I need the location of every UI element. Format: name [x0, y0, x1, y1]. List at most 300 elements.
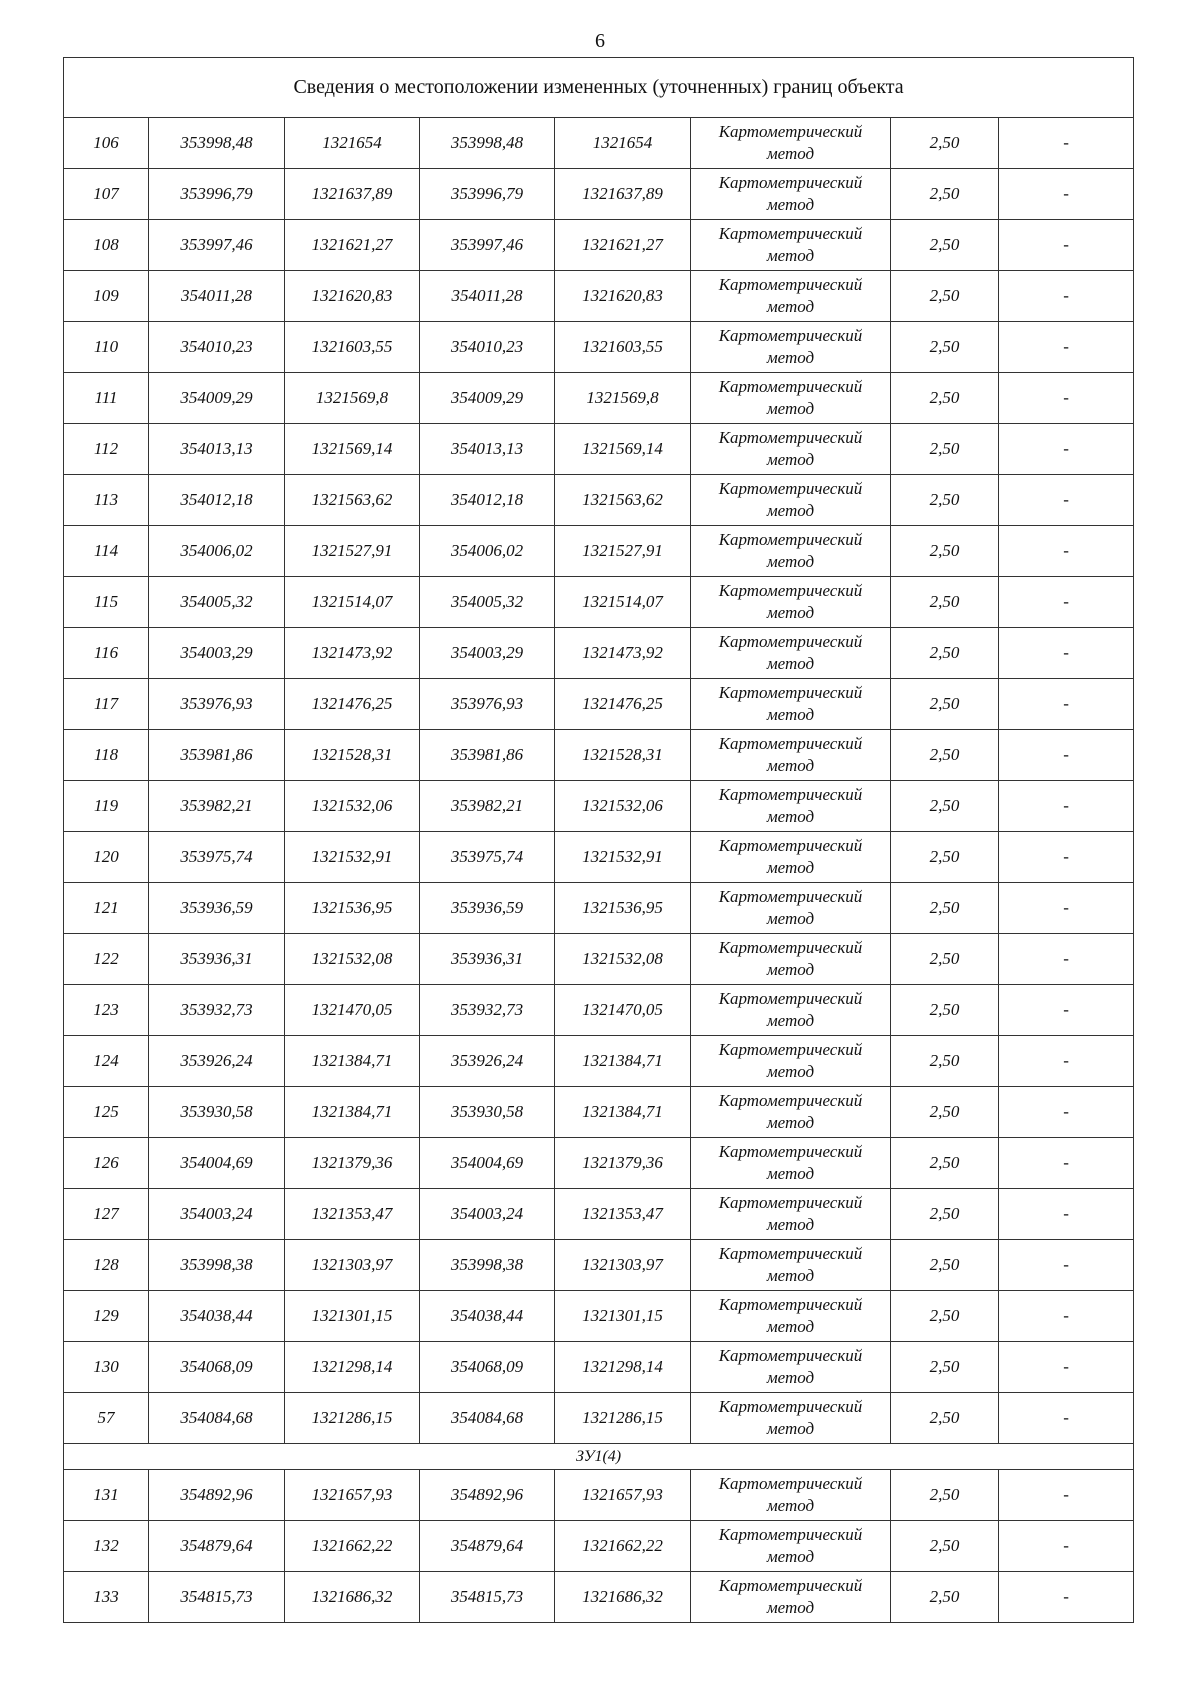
point-number-cell: 123: [64, 985, 149, 1036]
point-number-cell: 113: [64, 475, 149, 526]
table-row: [64, 1291, 1134, 1342]
method-line-2: метод: [766, 399, 815, 418]
refined-y-cell: 1321303,97: [555, 1240, 691, 1291]
method-line-2: метод: [766, 246, 815, 265]
refined-x-cell: 354006,02: [420, 526, 555, 577]
existing-x-cell: 353936,31: [149, 934, 285, 985]
existing-x-cell: 354011,28: [149, 271, 285, 322]
table-row: [64, 679, 1134, 730]
refined-x-cell: 354013,13: [420, 424, 555, 475]
existing-y-cell: 1321532,06: [285, 781, 420, 832]
existing-x-cell: 353982,21: [149, 781, 285, 832]
method-line-1: Картометрический: [718, 377, 863, 396]
note-cell: -: [999, 373, 1134, 424]
method-line-2: метод: [766, 348, 815, 367]
method-cell: [691, 1470, 891, 1521]
existing-x-cell: 354038,44: [149, 1291, 285, 1342]
refined-y-cell: 1321384,71: [555, 1036, 691, 1087]
method-line-1: Картометрический: [718, 1397, 863, 1416]
method-cell: [691, 1342, 891, 1393]
existing-y-cell: 1321384,71: [285, 1036, 420, 1087]
method-line-2: метод: [766, 603, 815, 622]
refined-y-cell: 1321621,27: [555, 220, 691, 271]
refined-y-cell: 1321569,14: [555, 424, 691, 475]
table-row: [64, 1240, 1134, 1291]
point-number-cell: 112: [64, 424, 149, 475]
existing-x-cell: 354815,73: [149, 1572, 285, 1623]
note-cell: -: [999, 169, 1134, 220]
refined-x-cell: 354815,73: [420, 1572, 555, 1623]
method-line-1: Картометрический: [718, 1142, 863, 1161]
method-line-2: метод: [766, 858, 815, 877]
existing-y-cell: 1321563,62: [285, 475, 420, 526]
method-line-1: Картометрический: [718, 173, 863, 192]
method-cell: [691, 1572, 891, 1623]
refined-x-cell: 353930,58: [420, 1087, 555, 1138]
accuracy-cell: 2,50: [891, 373, 999, 424]
note-cell: -: [999, 679, 1134, 730]
method-line-2: метод: [766, 1062, 815, 1081]
accuracy-cell: 2,50: [891, 475, 999, 526]
accuracy-cell: 2,50: [891, 730, 999, 781]
accuracy-cell: 2,50: [891, 1087, 999, 1138]
accuracy-cell: 2,50: [891, 220, 999, 271]
point-number-cell: 129: [64, 1291, 149, 1342]
existing-y-cell: 1321621,27: [285, 220, 420, 271]
method-cell: [691, 373, 891, 424]
accuracy-cell: 2,50: [891, 424, 999, 475]
point-number-cell: 110: [64, 322, 149, 373]
note-cell: -: [999, 526, 1134, 577]
existing-y-cell: 1321662,22: [285, 1521, 420, 1572]
table-row: [64, 883, 1134, 934]
existing-x-cell: 354892,96: [149, 1470, 285, 1521]
accuracy-cell: 2,50: [891, 883, 999, 934]
method-cell: [691, 1291, 891, 1342]
point-number-cell: 119: [64, 781, 149, 832]
refined-y-cell: 1321657,93: [555, 1470, 691, 1521]
existing-y-cell: 1321603,55: [285, 322, 420, 373]
refined-x-cell: 353926,24: [420, 1036, 555, 1087]
accuracy-cell: 2,50: [891, 1138, 999, 1189]
method-line-1: Картометрический: [718, 632, 863, 651]
existing-x-cell: 353932,73: [149, 985, 285, 1036]
refined-y-cell: 1321298,14: [555, 1342, 691, 1393]
existing-y-cell: 1321637,89: [285, 169, 420, 220]
table-title-row: [64, 58, 1134, 118]
note-cell: -: [999, 1572, 1134, 1623]
method-line-1: Картометрический: [718, 1040, 863, 1059]
note-cell: -: [999, 1291, 1134, 1342]
note-cell: -: [999, 730, 1134, 781]
method-line-1: Картометрический: [718, 1193, 863, 1212]
existing-x-cell: 353975,74: [149, 832, 285, 883]
method-line-1: Картометрический: [718, 326, 863, 345]
refined-y-cell: 1321514,07: [555, 577, 691, 628]
point-number-cell: 115: [64, 577, 149, 628]
refined-x-cell: 353998,48: [420, 118, 555, 169]
accuracy-cell: 2,50: [891, 1342, 999, 1393]
refined-x-cell: 353982,21: [420, 781, 555, 832]
refined-x-cell: 353932,73: [420, 985, 555, 1036]
accuracy-cell: 2,50: [891, 1393, 999, 1444]
refined-x-cell: 354009,29: [420, 373, 555, 424]
table-row: [64, 1036, 1134, 1087]
method-line-2: метод: [766, 1164, 815, 1183]
method-line-1: Картометрический: [718, 1525, 863, 1544]
note-cell: -: [999, 322, 1134, 373]
refined-y-cell: 1321637,89: [555, 169, 691, 220]
point-number-cell: 125: [64, 1087, 149, 1138]
refined-y-cell: 1321301,15: [555, 1291, 691, 1342]
existing-y-cell: 1321532,08: [285, 934, 420, 985]
refined-x-cell: 353981,86: [420, 730, 555, 781]
refined-x-cell: 353936,59: [420, 883, 555, 934]
method-cell: [691, 1138, 891, 1189]
method-line-1: Картометрический: [718, 989, 863, 1008]
refined-y-cell: 1321528,31: [555, 730, 691, 781]
refined-x-cell: 354010,23: [420, 322, 555, 373]
method-line-2: метод: [766, 1011, 815, 1030]
existing-x-cell: 354084,68: [149, 1393, 285, 1444]
method-line-1: Картометрический: [718, 224, 863, 243]
method-line-1: Картометрический: [718, 122, 863, 141]
method-line-2: метод: [766, 1368, 815, 1387]
method-line-2: метод: [766, 195, 815, 214]
note-cell: -: [999, 628, 1134, 679]
existing-y-cell: 1321569,8: [285, 373, 420, 424]
table-row: [64, 1189, 1134, 1240]
existing-y-cell: 1321298,14: [285, 1342, 420, 1393]
table-row: [64, 118, 1134, 169]
table-row: [64, 526, 1134, 577]
note-cell: -: [999, 883, 1134, 934]
accuracy-cell: 2,50: [891, 679, 999, 730]
existing-x-cell: 353936,59: [149, 883, 285, 934]
note-cell: -: [999, 1087, 1134, 1138]
point-number-cell: 117: [64, 679, 149, 730]
point-number-cell: 106: [64, 118, 149, 169]
refined-y-cell: 1321532,06: [555, 781, 691, 832]
refined-y-cell: 1321532,91: [555, 832, 691, 883]
refined-x-cell: 354003,24: [420, 1189, 555, 1240]
table-row: [64, 271, 1134, 322]
method-cell: [691, 985, 891, 1036]
table-row: [64, 1342, 1134, 1393]
table-row: [64, 373, 1134, 424]
point-number-cell: 120: [64, 832, 149, 883]
accuracy-cell: 2,50: [891, 1240, 999, 1291]
table-row: [64, 1470, 1134, 1521]
method-line-1: Картометрический: [718, 530, 863, 549]
existing-y-cell: 1321536,95: [285, 883, 420, 934]
refined-y-cell: 1321476,25: [555, 679, 691, 730]
method-cell: [691, 628, 891, 679]
existing-y-cell: 1321657,93: [285, 1470, 420, 1521]
table-row: [64, 424, 1134, 475]
point-number-cell: 122: [64, 934, 149, 985]
method-line-1: Картометрический: [718, 1091, 863, 1110]
method-cell: [691, 730, 891, 781]
method-line-1: Картометрический: [718, 836, 863, 855]
refined-y-cell: 1321620,83: [555, 271, 691, 322]
refined-x-cell: 354879,64: [420, 1521, 555, 1572]
existing-x-cell: 354003,29: [149, 628, 285, 679]
table-row: [64, 1087, 1134, 1138]
existing-y-cell: 1321527,91: [285, 526, 420, 577]
refined-x-cell: 353997,46: [420, 220, 555, 271]
method-cell: [691, 169, 891, 220]
refined-x-cell: 353975,74: [420, 832, 555, 883]
table-row: [64, 169, 1134, 220]
refined-y-cell: 1321603,55: [555, 322, 691, 373]
existing-y-cell: 1321473,92: [285, 628, 420, 679]
method-line-2: метод: [766, 654, 815, 673]
refined-x-cell: 353996,79: [420, 169, 555, 220]
method-line-1: Картометрический: [718, 1346, 863, 1365]
existing-x-cell: 354005,32: [149, 577, 285, 628]
point-number-cell: 130: [64, 1342, 149, 1393]
boundary-coordinates-table: [63, 57, 1134, 1623]
accuracy-cell: 2,50: [891, 1521, 999, 1572]
point-number-cell: 131: [64, 1470, 149, 1521]
note-cell: -: [999, 832, 1134, 883]
accuracy-cell: 2,50: [891, 934, 999, 985]
note-cell: -: [999, 1036, 1134, 1087]
method-line-1: Картометрический: [718, 275, 863, 294]
note-cell: -: [999, 781, 1134, 832]
point-number-cell: 132: [64, 1521, 149, 1572]
point-number-cell: 109: [64, 271, 149, 322]
method-cell: [691, 1240, 891, 1291]
note-cell: -: [999, 1470, 1134, 1521]
existing-x-cell: 353976,93: [149, 679, 285, 730]
accuracy-cell: 2,50: [891, 577, 999, 628]
refined-x-cell: 353998,38: [420, 1240, 555, 1291]
method-line-2: метод: [766, 909, 815, 928]
accuracy-cell: 2,50: [891, 1036, 999, 1087]
note-cell: -: [999, 475, 1134, 526]
method-cell: [691, 679, 891, 730]
accuracy-cell: 2,50: [891, 322, 999, 373]
method-line-1: Картометрический: [718, 1576, 863, 1595]
point-number-cell: 128: [64, 1240, 149, 1291]
existing-y-cell: 1321528,31: [285, 730, 420, 781]
section-row: [64, 1444, 1134, 1470]
existing-x-cell: 353998,48: [149, 118, 285, 169]
table-row: [64, 934, 1134, 985]
accuracy-cell: 2,50: [891, 1572, 999, 1623]
method-line-2: метод: [766, 1113, 815, 1132]
method-cell: [691, 322, 891, 373]
method-cell: [691, 883, 891, 934]
accuracy-cell: 2,50: [891, 118, 999, 169]
existing-x-cell: 354068,09: [149, 1342, 285, 1393]
existing-y-cell: 1321301,15: [285, 1291, 420, 1342]
method-line-2: метод: [766, 1547, 815, 1566]
point-number-cell: 133: [64, 1572, 149, 1623]
method-cell: [691, 271, 891, 322]
table-row: [64, 1521, 1134, 1572]
table-row: [64, 985, 1134, 1036]
method-line-2: метод: [766, 1215, 815, 1234]
accuracy-cell: 2,50: [891, 628, 999, 679]
existing-x-cell: 354010,23: [149, 322, 285, 373]
note-cell: -: [999, 934, 1134, 985]
existing-x-cell: 353996,79: [149, 169, 285, 220]
method-cell: [691, 1521, 891, 1572]
existing-x-cell: 354879,64: [149, 1521, 285, 1572]
note-cell: -: [999, 1240, 1134, 1291]
table-row: [64, 1572, 1134, 1623]
table-row: [64, 628, 1134, 679]
method-cell: [691, 118, 891, 169]
refined-y-cell: 1321532,08: [555, 934, 691, 985]
accuracy-cell: 2,50: [891, 1470, 999, 1521]
note-cell: -: [999, 118, 1134, 169]
refined-y-cell: 1321536,95: [555, 883, 691, 934]
existing-x-cell: 354009,29: [149, 373, 285, 424]
method-line-2: метод: [766, 1419, 815, 1438]
existing-y-cell: 1321470,05: [285, 985, 420, 1036]
method-cell: [691, 475, 891, 526]
method-cell: [691, 1393, 891, 1444]
table-row: [64, 781, 1134, 832]
existing-y-cell: 1321620,83: [285, 271, 420, 322]
method-line-2: метод: [766, 552, 815, 571]
existing-y-cell: 1321353,47: [285, 1189, 420, 1240]
method-cell: [691, 1036, 891, 1087]
refined-x-cell: 354005,32: [420, 577, 555, 628]
existing-y-cell: 1321303,97: [285, 1240, 420, 1291]
method-line-2: метод: [766, 960, 815, 979]
refined-x-cell: 354892,96: [420, 1470, 555, 1521]
method-line-1: Картометрический: [718, 428, 863, 447]
accuracy-cell: 2,50: [891, 832, 999, 883]
point-number-cell: 107: [64, 169, 149, 220]
point-number-cell: 108: [64, 220, 149, 271]
existing-x-cell: 354006,02: [149, 526, 285, 577]
accuracy-cell: 2,50: [891, 1291, 999, 1342]
method-line-2: метод: [766, 756, 815, 775]
existing-x-cell: 354004,69: [149, 1138, 285, 1189]
method-cell: [691, 832, 891, 883]
method-line-2: метод: [766, 501, 815, 520]
table-row: [64, 475, 1134, 526]
method-line-2: метод: [766, 450, 815, 469]
point-number-cell: 118: [64, 730, 149, 781]
existing-x-cell: 354012,18: [149, 475, 285, 526]
table-row: [64, 1393, 1134, 1444]
note-cell: -: [999, 1342, 1134, 1393]
refined-x-cell: 354011,28: [420, 271, 555, 322]
point-number-cell: 126: [64, 1138, 149, 1189]
point-number-cell: 124: [64, 1036, 149, 1087]
method-line-2: метод: [766, 297, 815, 316]
existing-y-cell: 1321654: [285, 118, 420, 169]
existing-y-cell: 1321532,91: [285, 832, 420, 883]
existing-x-cell: 353998,38: [149, 1240, 285, 1291]
method-line-2: метод: [766, 705, 815, 724]
existing-y-cell: 1321384,71: [285, 1087, 420, 1138]
method-cell: [691, 1087, 891, 1138]
point-number-cell: 127: [64, 1189, 149, 1240]
refined-x-cell: 354084,68: [420, 1393, 555, 1444]
refined-y-cell: 1321353,47: [555, 1189, 691, 1240]
method-line-1: Картометрический: [718, 887, 863, 906]
method-line-2: метод: [766, 1266, 815, 1285]
accuracy-cell: 2,50: [891, 1189, 999, 1240]
table-row: [64, 577, 1134, 628]
accuracy-cell: 2,50: [891, 781, 999, 832]
table-title: Сведения о местоположении измененных (уточненных) границ объекта: [64, 58, 1134, 118]
accuracy-cell: 2,50: [891, 271, 999, 322]
method-cell: [691, 577, 891, 628]
refined-x-cell: 354004,69: [420, 1138, 555, 1189]
refined-x-cell: 354068,09: [420, 1342, 555, 1393]
note-cell: -: [999, 271, 1134, 322]
refined-y-cell: 1321563,62: [555, 475, 691, 526]
method-line-1: Картометрический: [718, 938, 863, 957]
refined-y-cell: 1321473,92: [555, 628, 691, 679]
method-line-2: метод: [766, 144, 815, 163]
note-cell: -: [999, 985, 1134, 1036]
refined-y-cell: 1321379,36: [555, 1138, 691, 1189]
refined-x-cell: 354038,44: [420, 1291, 555, 1342]
method-cell: [691, 526, 891, 577]
method-cell: [691, 934, 891, 985]
note-cell: -: [999, 1393, 1134, 1444]
method-line-1: Картометрический: [718, 1244, 863, 1263]
point-number-cell: 111: [64, 373, 149, 424]
existing-x-cell: 354013,13: [149, 424, 285, 475]
method-line-2: метод: [766, 1598, 815, 1617]
method-line-1: Картометрический: [718, 479, 863, 498]
method-line-1: Картометрический: [718, 1295, 863, 1314]
method-line-1: Картометрический: [718, 683, 863, 702]
table-row: [64, 730, 1134, 781]
existing-x-cell: 353981,86: [149, 730, 285, 781]
existing-y-cell: 1321686,32: [285, 1572, 420, 1623]
section-label: ЗУ1(4): [64, 1444, 1134, 1470]
refined-y-cell: 1321384,71: [555, 1087, 691, 1138]
existing-y-cell: 1321379,36: [285, 1138, 420, 1189]
method-line-1: Картометрический: [718, 581, 863, 600]
accuracy-cell: 2,50: [891, 985, 999, 1036]
existing-y-cell: 1321569,14: [285, 424, 420, 475]
note-cell: -: [999, 1189, 1134, 1240]
existing-y-cell: 1321476,25: [285, 679, 420, 730]
note-cell: -: [999, 220, 1134, 271]
existing-x-cell: 354003,24: [149, 1189, 285, 1240]
point-number-cell: 114: [64, 526, 149, 577]
note-cell: -: [999, 1138, 1134, 1189]
method-line-2: метод: [766, 807, 815, 826]
note-cell: -: [999, 424, 1134, 475]
refined-y-cell: 1321686,32: [555, 1572, 691, 1623]
method-line-1: Картометрический: [718, 734, 863, 753]
accuracy-cell: 2,50: [891, 526, 999, 577]
table-row: [64, 832, 1134, 883]
refined-x-cell: 354012,18: [420, 475, 555, 526]
method-line-1: Картометрический: [718, 785, 863, 804]
method-line-2: метод: [766, 1496, 815, 1515]
refined-y-cell: 1321527,91: [555, 526, 691, 577]
method-cell: [691, 1189, 891, 1240]
refined-x-cell: 354003,29: [420, 628, 555, 679]
refined-y-cell: 1321569,8: [555, 373, 691, 424]
method-cell: [691, 424, 891, 475]
